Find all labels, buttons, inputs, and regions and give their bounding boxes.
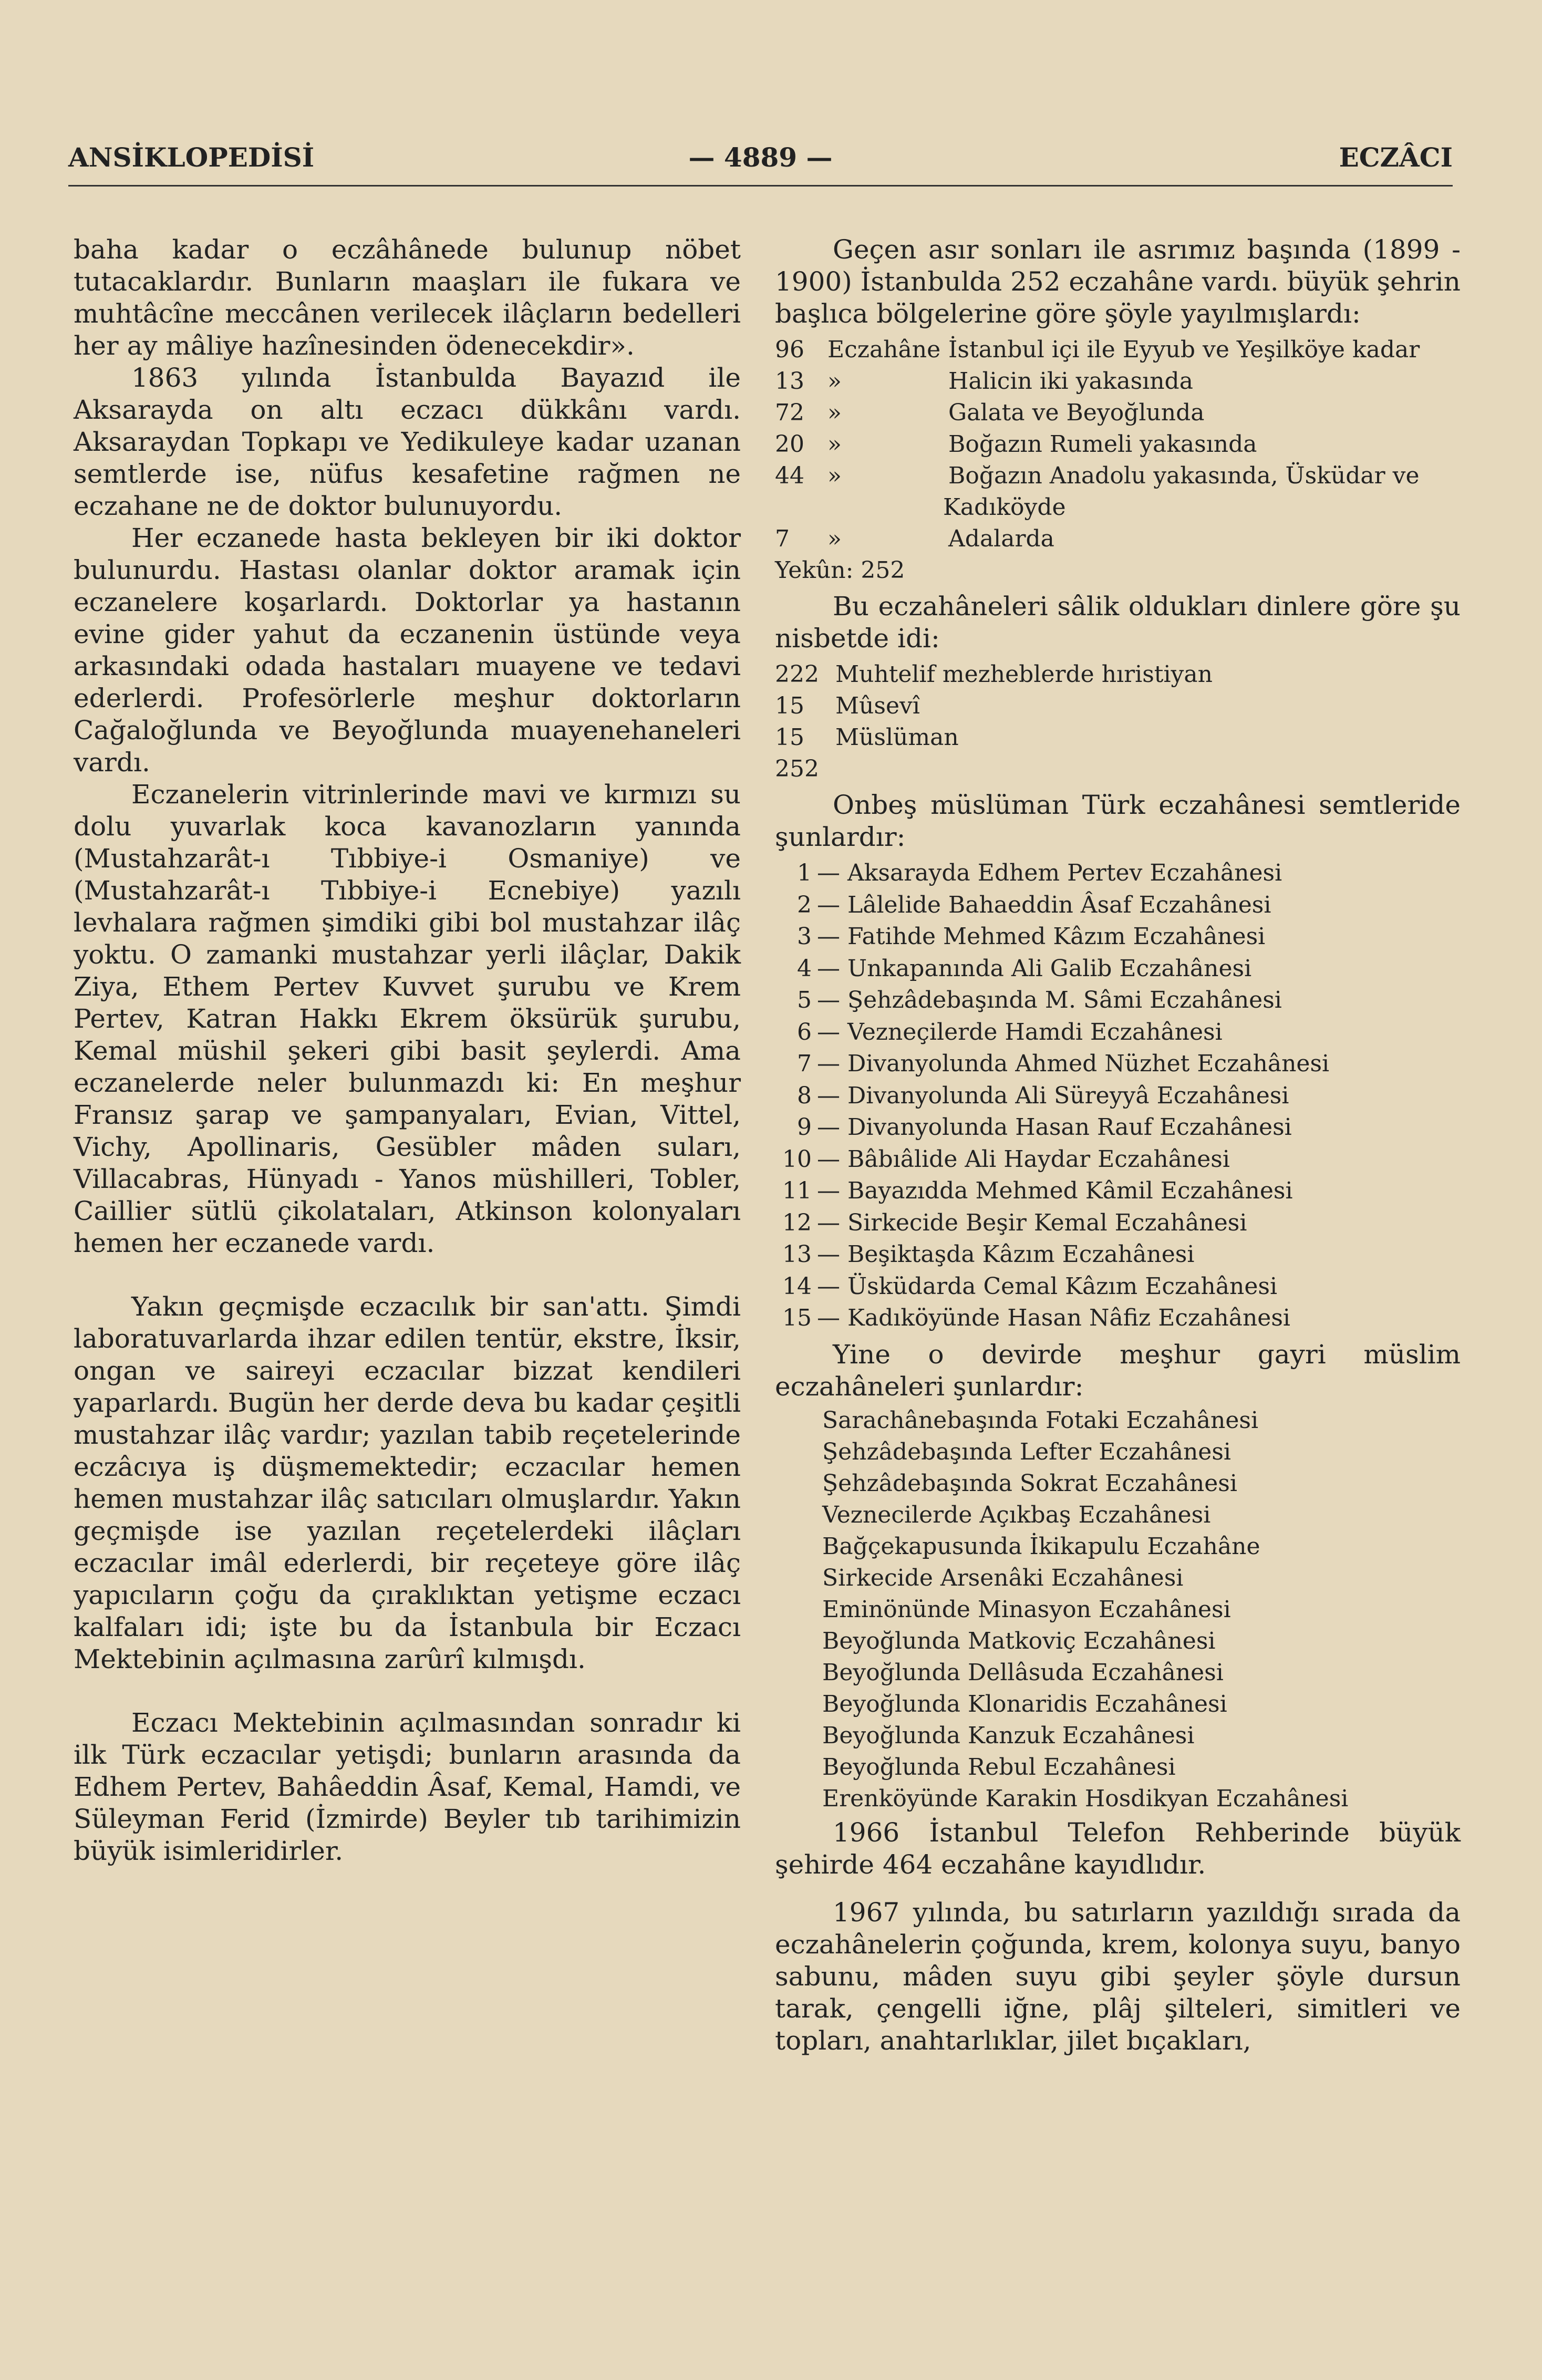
list-item: Şehzâdebaşında Lefter Eczahânesi <box>822 1438 1231 1465</box>
list-item: 13 » Halicin iki yakasında <box>775 368 1193 395</box>
muslim-intro: Onbeş müslüman Türk eczahânesi semtleride şunlardır: <box>775 790 1461 852</box>
list-item: 12 — Sirkecide Beşir Kemal Eczahânesi <box>782 1209 1247 1236</box>
list-item: Şehzâdebaşında Sokrat Eczahânesi <box>822 1470 1237 1497</box>
list-item: 4 — Unkapanında Ali Galib Eczahânesi <box>797 955 1252 982</box>
non-muslim-pharmacy-list <box>775 1405 1461 1815</box>
list-item: 7 » Adalarda <box>775 525 1054 552</box>
list-item: 5 — Şehzâdebaşında M. Sâmi Eczahânesi <box>797 987 1282 1013</box>
other-intro: Yine o devirde meşhur gayri müslim eczahâneleri şunlardır: <box>775 1339 1461 1402</box>
list-item: 6 — Vezneçilerde Hamdi Eczahânesi <box>797 1018 1223 1046</box>
paragraph-1966: 1966 İstanbul Telefon Rehberinde büyük şehirde 464 eczahâne kayıdlıdır. <box>775 1817 1461 1880</box>
list-item: Veznecilerde Açıkbaş Eczahânesi <box>822 1501 1211 1528</box>
distribution-list <box>775 334 1461 586</box>
list-item: Eminönünde Minasyon Eczahânesi <box>822 1596 1231 1623</box>
running-title-right: ECZÂCI <box>1339 142 1453 173</box>
muslim-pharmacy-list <box>775 857 1461 1334</box>
paragraph: baha kadar o eczâhânede bulunup nöbet tutacaklardır. Bunların maaşları ile fukara ve muhtâcîne meccânen verilecek ilâçların bedelleri her ay mâliye hazînesinden ödenecekdir». <box>74 234 741 361</box>
list-item: 3 — Fatihde Mehmed Kâzım Eczahânesi <box>797 923 1266 950</box>
religion-total: 252 <box>775 756 819 782</box>
list-item: 11 — Bayazıdda Mehmed Kâmil Eczahânesi <box>782 1177 1293 1204</box>
page-header <box>68 142 1453 179</box>
paragraph: 1863 yılında İstanbulda Bayazıd ile Aksarayda on altı eczacı dükkânı vardı. Aksaraydan Topkapı ve Yedikuleye kadar uzanan semtlerde ise, nüfus kesafetine rağmen ne eczahane ne de doktor bulunuyordu. <box>74 363 741 521</box>
paragraph-gap <box>775 1881 1461 1897</box>
paragraph-gap <box>74 1259 741 1291</box>
paragraph: Eczanelerin vitrinlerinde mavi ve kırmızı su dolu yuvarlak koca kavanozların yanında (Mustahzarât-ı Tıbbiye-i Osmaniye) ve (Mustahzarât-ı Tıbbiye-i Ecnebiye) yazılı levhalara rağmen şimdiki gibi bol mustahzar ilâç yoktu. O zamanki mustahzar yerli ilâçlar, Dakik Ziya, Ethem Pertev Kuvvet şurubu ve Krem Pertev, Katran Hakkı Ekrem öksürük şurubu, Kemal müshil şekeri gibi basit şeylerdi. Ama eczanelerde neler bulunmazdı ki: En meşhur Fransız şarap ve şampanyaları, Evian, Vittel, Vichy, Apollinaris, Gesübler mâden suları, Villacabras, Hünyadı - Yanos müshilleri, Tobler, Caillier sütlü çikolataları, Atkinson kolonyaları hemen her eczanede vardı. <box>74 779 741 1258</box>
list-item: 72 » Galata ve Beyoğlunda <box>775 399 1205 426</box>
religion-list <box>775 659 1461 785</box>
list-item: Beyoğlunda Klonaridis Eczahânesi <box>822 1690 1227 1717</box>
list-item: 13 — Beşiktaşda Kâzım Eczahânesi <box>782 1241 1195 1268</box>
list-item: Beyoğlunda Rebul Eczahânesi <box>822 1753 1176 1781</box>
list-item: Sarachânebaşında Fotaki Eczahânesi <box>822 1406 1259 1434</box>
paragraph: Her eczanede hasta bekleyen bir iki doktor bulunurdu. Hastası olanlar doktor aramak için eczanelere koşarlardı. Doktorlar ya hastanın evine gider yahut da eczanenin üstünde veya arkasındaki odada hastaları muayene ve tedavi ederlerdi. Profesörlerle meşhur doktorların Cağaloğlunda ve Beyoğlunda muayenehaneleri vardı. <box>74 523 741 778</box>
list-item: 20 » Boğazın Rumeli yakasında <box>775 431 1257 458</box>
list-item: 96 Eczahâne İstanbul içi ile Eyyub ve Yeşilköye kadar <box>775 336 1420 363</box>
list-item: Erenköyünde Karakin Hosdikyan Eczahânesi <box>822 1785 1349 1812</box>
intro-paragraph: Geçen asır sonları ile asrımız başında (1899 - 1900) İstanbulda 252 eczahâne vardı. büyük şehrin başlıca bölgelerine göre şöyle yayılmışlardı: <box>775 234 1461 329</box>
list-item: Beyoğlunda Kanzuk Eczahânesi <box>822 1722 1195 1749</box>
list-item: 14 — Üsküdarda Cemal Kâzım Eczahânesi <box>782 1272 1278 1300</box>
list-item: Bağçekapusunda İkikapulu Eczahâne <box>822 1533 1260 1560</box>
right-column <box>775 234 1461 2057</box>
list-item: Sirkecide Arsenâki Eczahânesi <box>822 1564 1184 1591</box>
list-item: 15 Müslüman <box>775 724 959 751</box>
list-item: Beyoğlunda Dellâsuda Eczahânesi <box>822 1659 1224 1686</box>
page-number: — 4889 — <box>688 142 833 173</box>
list-item: 1 — Aksarayda Edhem Pertev Eczahânesi <box>797 860 1282 886</box>
paragraph: Yakın geçmişde eczacılık bir san'attı. Şimdi laboratuvarlarda ihzar edilen tentür, ekstre, İksir, ongan ve saireyi eczacılar bizzat kendileri yaparlardı. Bugün her derde deva bu kadar çeşitli mustahzar ilâç vardır; yazılan tabib reçetelerinde eczâcıya iş düşmemektedir; eczacılar hemen hemen mustahzar ilâç satıcıları olmuşlardır. Yakın geçmişde ise yazılan reçetelerdeki ilâçları eczacılar imâl ederlerdi, bir reçeteye göre ilâç yapıcıların çoğu da çıraklıktan yetişme eczacı kalfaları idi; işte bu da İstanbula bir Eczacı Mektebinin açılmasına zarûrî kılmışdı. <box>74 1291 741 1674</box>
religion-intro: Bu eczahâneleri sâlik oldukları dinlere göre şu nisbetde idi: <box>775 591 1461 654</box>
left-column <box>74 234 741 1867</box>
list-item: 2 — Lâlelide Bahaeddin Âsaf Eczahânesi <box>797 891 1271 918</box>
list-item: 44 » Boğazın Anadolu yakasında, Üsküdar ve <box>775 462 1420 489</box>
list-item-continuation: Kadıköyde <box>943 494 1066 521</box>
list-item: 7 — Divanyolunda Ahmed Nüzhet Eczahânesi <box>797 1050 1330 1077</box>
list-item: 222 Muhtelif mezheblerde hıristiyan <box>775 661 1213 688</box>
list-item: Beyoğlunda Matkoviç Eczahânesi <box>822 1627 1216 1654</box>
list-item: 10 — Bâbıâlide Ali Haydar Eczahânesi <box>782 1145 1230 1173</box>
paragraph: Eczacı Mektebinin açılmasından sonradır ki ilk Türk eczacılar yetişdi; bunların arasında da Edhem Pertev, Bahâeddin Âsaf, Kemal, Hamdi, ve Süleyman Ferid (İzmirde) Beyler tıb tarihimizin büyük isimleridirler. <box>74 1708 741 1866</box>
paragraph-1967: 1967 yılında, bu satırların yazıldığı sırada da eczahânelerin çoğunda, krem, kolonya suyu, banyo sabunu, mâden suyu gibi şeyler şöyle dursun tarak, çengelli iğne, plâj şilteleri, simitleri ve topları, anahtarlıklar, jilet bıçakları, <box>775 1897 1461 2056</box>
list-item: 8 — Divanyolunda Ali Süreyyâ Eczahânesi <box>797 1082 1289 1109</box>
header-rule <box>68 185 1453 187</box>
total-line: Yekûn: 252 <box>775 557 905 584</box>
list-item: 15 — Kadıköyünde Hasan Nâfiz Eczahânesi <box>782 1305 1290 1331</box>
running-title-left: ANSİKLOPEDİSİ <box>68 142 315 173</box>
paragraph-gap <box>74 1675 741 1707</box>
list-item: 15 Mûsevî <box>775 692 920 719</box>
list-item: 9 — Divanyolunda Hasan Rauf Eczahânesi <box>797 1114 1292 1141</box>
